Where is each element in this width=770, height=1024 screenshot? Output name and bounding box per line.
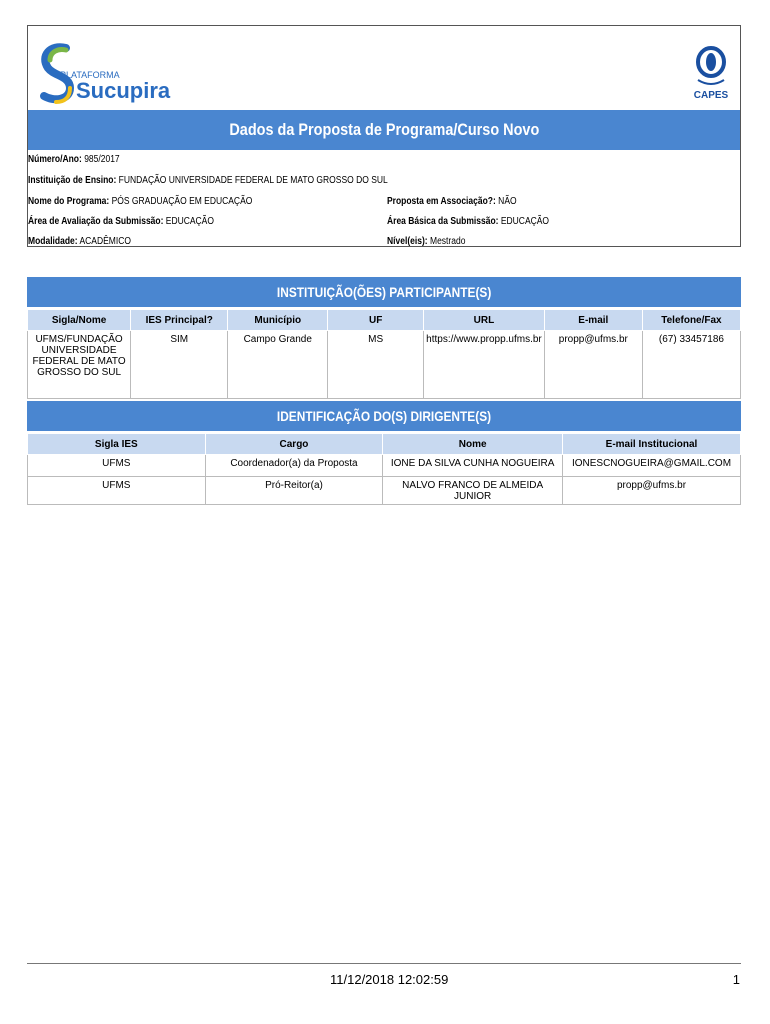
cell-nome: NALVO FRANCO DE ALMEIDA JUNIOR (383, 477, 563, 505)
programa-value: PÓS GRADUAÇÃO EM EDUCAÇÃO (111, 196, 253, 207)
modalidade-value: ACADÊMICO (79, 236, 131, 247)
area-aval-value: EDUCAÇÃO (165, 216, 214, 227)
nivel-label: Nível(eis): (387, 236, 428, 247)
numero-value: 985/2017 (84, 154, 120, 165)
cell-email[interactable]: propp@ufms.br (544, 331, 642, 399)
cell-url[interactable]: https://www.propp.ufms.br (424, 331, 545, 399)
col-email: E-mail (544, 310, 642, 331)
table-row (28, 477, 741, 505)
modalidade (28, 236, 149, 247)
col-sigla-nome: Sigla/Nome (28, 310, 131, 331)
proposal-header-box (27, 25, 741, 247)
numero-ano (28, 154, 136, 165)
sucupira-logo (36, 40, 171, 110)
area-aval-label: Área de Avaliação da Submissão: (28, 216, 164, 227)
cell-sigla-ies: UFMS (28, 477, 206, 505)
col-nome: Nome (383, 434, 563, 455)
area-avaliacao (28, 216, 247, 227)
nivel (387, 236, 479, 247)
page-title: Dados da Proposta de Programa/Curso Novo (229, 120, 539, 139)
instituicao-value: FUNDAÇÃO UNIVERSIDADE FEDERAL DE MATO GROSSO DO SUL (118, 175, 388, 186)
associacao-value: NÃO (498, 196, 517, 207)
numero-label: Número/Ano: (28, 154, 82, 165)
associacao-label: Proposta em Associação?: (387, 196, 496, 207)
cell-email-institucional[interactable]: IONESCNOGUEIRA@GMAIL.COM (563, 455, 741, 477)
cell-uf: MS (328, 331, 424, 399)
col-sigla-ies: Sigla IES (28, 434, 206, 455)
cell-municipio: Campo Grande (228, 331, 328, 399)
cell-ies-principal: SIM (131, 331, 228, 399)
footer-divider (27, 963, 741, 964)
capes-text: CAPES (693, 90, 729, 101)
cell-cargo: Coordenador(a) da Proposta (205, 455, 383, 477)
cell-nome: IONE DA SILVA CUNHA NOGUEIRA (383, 455, 563, 477)
cell-cargo: Pró-Reitor(a) (205, 477, 383, 505)
page-title-bar (28, 110, 740, 150)
footer-datetime: 11/12/2018 12:02:59 (330, 972, 449, 987)
dirigentes-section-title: IDENTIFICAÇÃO DO(S) DIRIGENTE(S) (27, 401, 741, 431)
cell-telefone: (67) 33457186 (642, 331, 740, 399)
col-uf: UF (328, 310, 424, 331)
capes-logo (690, 40, 732, 102)
cell-sigla-ies: UFMS (28, 455, 206, 477)
dirigentes-table (27, 433, 741, 505)
instituicoes-section-title: INSTITUIÇÃO(ÕES) PARTICIPANTE(S) (27, 277, 741, 307)
col-telefone: Telefone/Fax (642, 310, 740, 331)
nivel-value: Mestrado (429, 236, 466, 247)
col-email-institucional: E-mail Institucional (563, 434, 741, 455)
table-header-row (28, 434, 741, 455)
area-basica-label: Área Básica da Submissão: (387, 216, 499, 227)
modalidade-label: Modalidade: (28, 236, 78, 247)
nome-programa (28, 196, 292, 207)
logo-small-text: PLATAFORMA (60, 70, 120, 80)
table-row (28, 331, 741, 399)
area-basica (387, 216, 578, 227)
instituicao-label: Instituição de Ensino: (28, 175, 117, 186)
col-cargo: Cargo (205, 434, 383, 455)
page-number: 1 (732, 972, 740, 987)
instituicoes-table (27, 309, 741, 399)
col-municipio: Município (228, 310, 328, 331)
cell-sigla-nome: UFMS/FUNDAÇÃO UNIVERSIDADE FEDERAL DE MATO GROSSO DO SUL (28, 331, 131, 399)
area-basica-value: EDUCAÇÃO (500, 216, 550, 227)
proposta-associacao (387, 196, 539, 207)
cell-email-institucional[interactable]: propp@ufms.br (563, 477, 741, 505)
col-url: URL (424, 310, 545, 331)
instituicao-ensino (28, 175, 451, 186)
logo-big-text: Sucupira (76, 78, 171, 103)
col-ies-principal: IES Principal? (131, 310, 228, 331)
table-row (28, 455, 741, 477)
table-header-row (28, 310, 741, 331)
programa-label: Nome do Programa: (28, 196, 110, 207)
